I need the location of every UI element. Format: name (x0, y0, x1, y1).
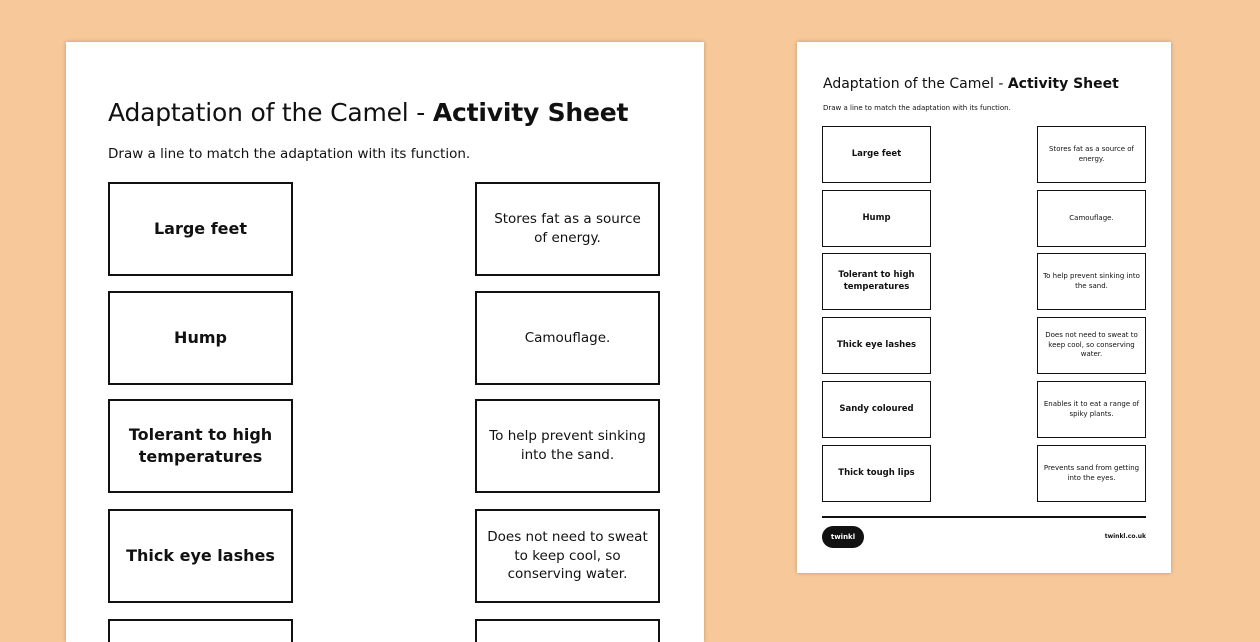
adaptation-card: Large feet (108, 182, 293, 276)
adaptation-card: Hump (822, 190, 931, 247)
function-card: Does not need to sweat to keep cool, so conserving water. (475, 509, 660, 603)
function-card: Camouflage. (1037, 190, 1146, 247)
adaptation-card: Large feet (822, 126, 931, 183)
adaptation-card: Hump (108, 291, 293, 385)
instructions: Draw a line to match the adaptation with its function. (108, 146, 471, 162)
function-card: To help prevent sinking into the sand. (475, 399, 660, 493)
function-card: Stores fat as a source of energy. (1037, 126, 1146, 183)
adaptation-card (108, 619, 293, 642)
adaptation-card: Thick eye lashes (108, 509, 293, 603)
twinkl-logo: twinkl (822, 526, 864, 548)
function-card: Enables it to eat a range of spiky plants. (1037, 381, 1146, 438)
page-title: Adaptation of the Camel - Activity Sheet (823, 76, 1119, 92)
function-card: Does not need to sweat to keep cool, so conserving water. (1037, 317, 1146, 374)
function-card (475, 619, 660, 642)
footer-link[interactable]: twinkl.co.uk (1104, 533, 1146, 540)
function-card: To help prevent sinking into the sand. (1037, 253, 1146, 310)
activity-sheet-large (66, 42, 704, 642)
function-card: Camouflage. (475, 291, 660, 385)
function-card: Stores fat as a source of energy. (475, 182, 660, 276)
instructions: Draw a line to match the adaptation with its function. (823, 104, 1011, 112)
footer-divider (822, 516, 1146, 518)
adaptation-card: Thick tough lips (822, 445, 931, 502)
page-title: Adaptation of the Camel - Activity Sheet (108, 98, 629, 127)
adaptation-card: Thick eye lashes (822, 317, 931, 374)
adaptation-card: Tolerant to high temperatures (108, 399, 293, 493)
adaptation-card: Tolerant to high temperatures (822, 253, 931, 310)
function-card: Prevents sand from getting into the eyes. (1037, 445, 1146, 502)
activity-sheet-small (797, 42, 1171, 573)
adaptation-card: Sandy coloured (822, 381, 931, 438)
